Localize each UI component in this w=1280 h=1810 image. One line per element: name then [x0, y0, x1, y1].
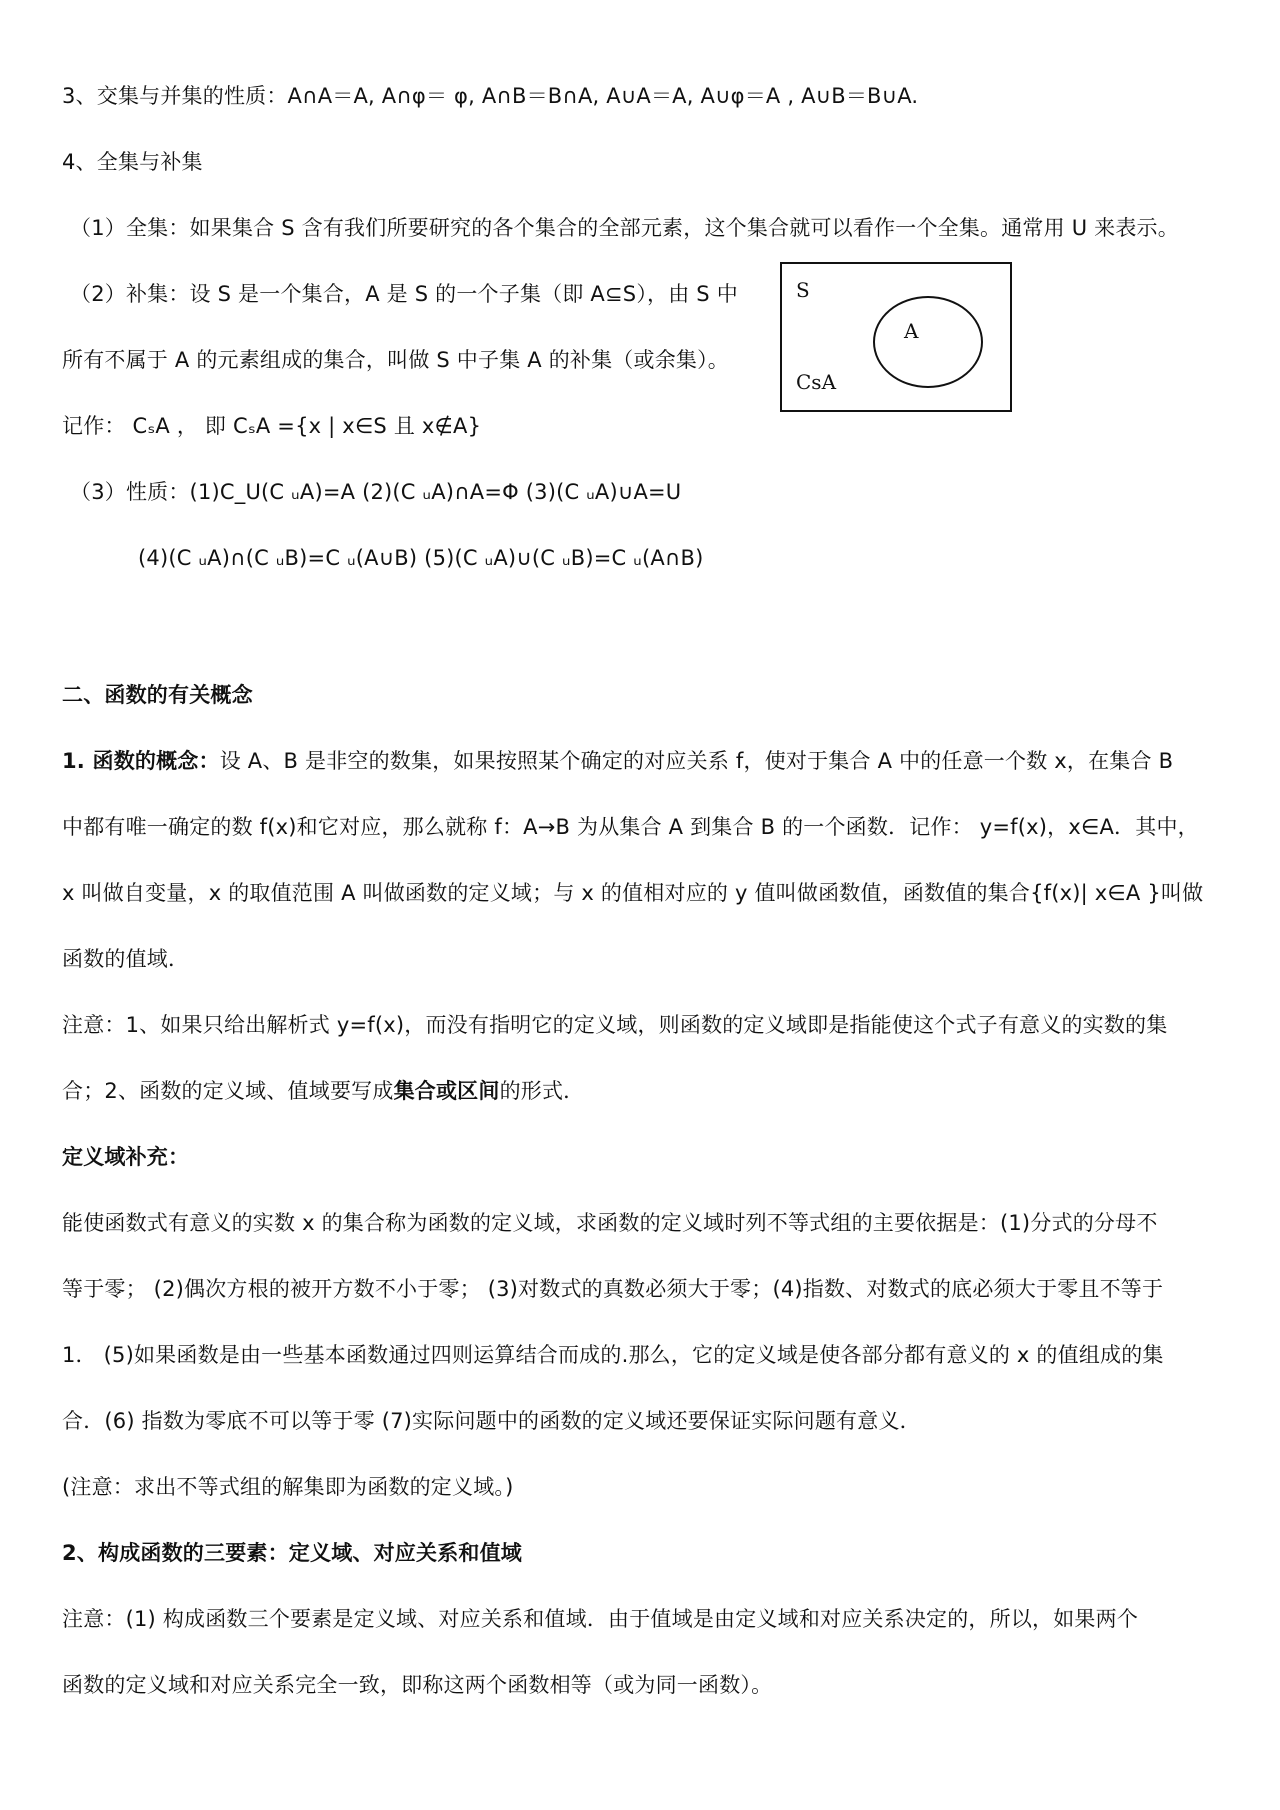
note-line2-end: 的形式． — [499, 1079, 585, 1103]
function-concept-line2: 中都有唯一确定的数 f(x)和它对应，那么就称 f：A→B 为从集合 A 到集合 B 的一个函数．记作： y=f(x)，x∈A．其中， — [62, 815, 1199, 839]
note-line1: 注意：1、如果只给出解析式 y=f(x)，而没有指明它的定义域，则函数的定义域即是指能使这个式子有意义的实数的集 — [62, 1013, 1168, 1037]
section-heading-universal-complement: 4、全集与补集 — [62, 150, 203, 174]
domain-supplement-heading: 定义域补充： — [62, 1145, 190, 1169]
section-heading-function-concepts: 二、函数的有关概念 — [62, 683, 253, 707]
set-properties-line: 3、交集与并集的性质：A∩A＝A, A∩φ＝ φ, A∩B＝B∩A, A∪A＝A, A∪φ＝A , A∪B＝B∪A. — [62, 84, 919, 108]
three-elements-note-line2: 函数的定义域和对应关系完全一致，即称这两个函数相等（或为同一函数）。 — [62, 1673, 773, 1697]
domain-supplement-line4: 合．(6) 指数为零底不可以等于零 (7)实际问题中的函数的定义域还要保证实际问题有意义． — [62, 1409, 921, 1433]
function-concept-line4: 函数的值域． — [62, 947, 190, 971]
function-concept-line3: x 叫做自变量，x 的取值范围 A 叫做函数的定义域；与 x 的值相对应的 y 值叫做函数值，函数值的集合{f(x)| x∈A }叫做 — [62, 881, 1204, 905]
complement-notation: 记作： CₛA ， 即 CₛA ={x | x∈S 且 x∉A} — [62, 414, 482, 438]
complement-properties-line2: (4)(C ᵤA)∩(C ᵤB)=C ᵤ(A∪B) (5)(C ᵤA)∪(C ᵤB)=C ᵤ(A∩B) — [138, 546, 704, 570]
domain-supplement-note: (注意：求出不等式组的解集即为函数的定义域。) — [62, 1475, 514, 1499]
venn-circle-a — [873, 296, 983, 388]
domain-supplement-line1: 能使函数式有意义的实数 x 的集合称为函数的定义域，求函数的定义域时列不等式组的主要依据是：(1)分式的分母不 — [62, 1211, 1158, 1235]
note-emphasis: 集合或区间 — [393, 1079, 500, 1103]
three-elements-heading: 2、构成函数的三要素：定义域、对应关系和值域 — [62, 1541, 523, 1565]
venn-label-a: A — [904, 319, 919, 343]
function-concept-line1 — [62, 746, 1173, 776]
complement-properties-line1: （3）性质：(1)C_U(C ᵤA)=A (2)(C ᵤA)∩A=Φ (3)(C ᵤA)∪A=U — [70, 480, 682, 504]
domain-supplement-line2: 等于零； (2)偶次方根的被开方数不小于零； (3)对数式的真数必须大于零；(4)指数、对数式的底必须大于零且不等于 — [62, 1277, 1164, 1301]
function-concept-text: 设 A、B 是非空的数集，如果按照某个确定的对应关系 f，使对于集合 A 中的任意一个数 x，在集合 B — [219, 749, 1174, 773]
venn-label-csa: CsA — [796, 370, 837, 394]
function-concept-term: 1. 函数的概念： — [62, 749, 220, 773]
three-elements-note-line1: 注意：(1) 构成函数三个要素是定义域、对应关系和值域．由于值域是由定义域和对应关系决定的，所以，如果两个 — [62, 1607, 1139, 1631]
note-line2 — [62, 1076, 584, 1106]
complement-definition-line2: 所有不属于 A 的元素组成的集合，叫做 S 中子集 A 的补集（或余集）。 — [62, 348, 730, 372]
venn-label-s: S — [796, 278, 810, 302]
complement-definition-line1: （2）补集：设 S 是一个集合，A 是 S 的一个子集（即 A⊆S），由 S 中 — [70, 282, 738, 306]
venn-diagram — [780, 262, 1012, 412]
note-line2-start: 合；2、函数的定义域、值域要写成 — [62, 1079, 394, 1103]
universal-set-definition: （1）全集：如果集合 S 含有我们所要研究的各个集合的全部元素，这个集合就可以看作一个全集。通常用 U 来表示。 — [70, 216, 1179, 240]
domain-supplement-line3: 1． (5)如果函数是由一些基本函数通过四则运算结合而成的.那么，它的定义域是使各部分都有意义的 x 的值组成的集 — [62, 1343, 1164, 1367]
